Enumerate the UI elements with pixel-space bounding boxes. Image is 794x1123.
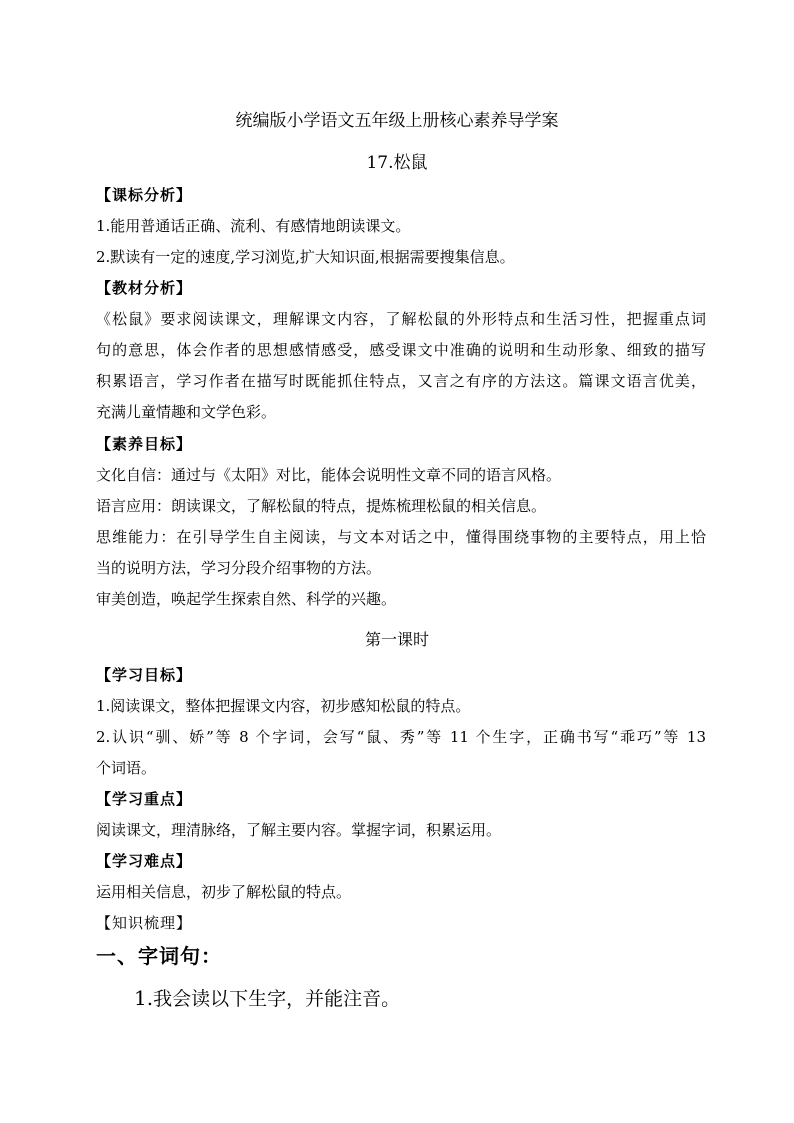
knowledge-section <box>96 908 706 939</box>
knowledge-heading: 【知识梳理】 <box>96 914 193 932</box>
goals-line: 个词语。 <box>96 759 157 777</box>
item-one-number: 1. <box>134 986 154 1010</box>
key-points-heading: 【学习重点】 <box>96 790 193 808</box>
part-one-heading: 一、字词句： <box>96 944 222 968</box>
curriculum-line: 1.能用普通话正确、流利、有感情地朗读课文。 <box>96 217 411 235</box>
curriculum-heading: 【课标分析】 <box>96 186 193 204</box>
document-title: 统编版小学语文五年级上册核心素养导学案 <box>235 111 559 131</box>
goals-line: 1.阅读课文，整体把握课文内容，初步感知松鼠的特点。 <box>96 697 471 715</box>
textbook-line: 《松鼠》要求阅读课文，理解课文内容，了解松鼠的外形特点和生活习性，把握重点词 <box>96 310 706 328</box>
literacy-section <box>96 429 706 615</box>
curriculum-line: 2.默读有一定的速度,学习浏览,扩大知识面,根据需要搜集信息。 <box>96 248 515 266</box>
item-one-text: 我会读以下生字，并能注音。 <box>153 988 401 1010</box>
lesson-title: 17.松鼠 <box>366 153 428 173</box>
literacy-line: 文化自信：通过与《太阳》对比，能体会说明性文章不同的语言风格。 <box>96 466 562 484</box>
goals-heading: 【学习目标】 <box>96 666 193 684</box>
literacy-line: 语言应用：朗读课文，了解松鼠的特点，提炼梳理松鼠的相关信息。 <box>96 497 547 515</box>
textbook-section <box>96 273 706 428</box>
textbook-line: 充满儿童情趣和文学色彩。 <box>96 403 277 421</box>
goals-section <box>96 660 706 784</box>
literacy-line: 当的说明方法，学习分段介绍事物的方法。 <box>96 559 382 577</box>
literacy-line: 思维能力：在引导学生自主阅读，与文本对话之中，懂得围绕事物的主要特点，用上恰 <box>96 528 706 546</box>
difficulties-heading: 【学习难点】 <box>96 852 193 870</box>
literacy-line: 审美创造，唤起学生探索自然、科学的兴趣。 <box>96 590 397 608</box>
goals-line: 2.认识“驯、娇”等 8 个字词，会写“鼠、秀”等 11 个生字，正确书写“乖巧”等 13 <box>96 728 706 746</box>
curriculum-section <box>96 180 706 273</box>
textbook-line: 句的意思，体会作者的思想感情感受，感受课文中准确的说明和生动形象、细致的描写 <box>96 341 706 359</box>
period-heading: 第一课时 <box>364 630 429 649</box>
literacy-heading: 【素养目标】 <box>96 435 193 453</box>
key-points-line: 阅读课文，理清脉络，了解主要内容。掌握字词，积累运用。 <box>96 821 502 839</box>
textbook-heading: 【教材分析】 <box>96 279 193 297</box>
textbook-line: 积累语言，学习作者在描写时既能抓住特点，又言之有序的方法这。篇课文语言优美， <box>96 372 706 390</box>
difficulties-line: 运用相关信息，初步了解松鼠的特点。 <box>96 883 352 901</box>
difficulties-section <box>96 846 706 908</box>
key-points-section <box>96 784 706 846</box>
item-one <box>134 984 400 1011</box>
